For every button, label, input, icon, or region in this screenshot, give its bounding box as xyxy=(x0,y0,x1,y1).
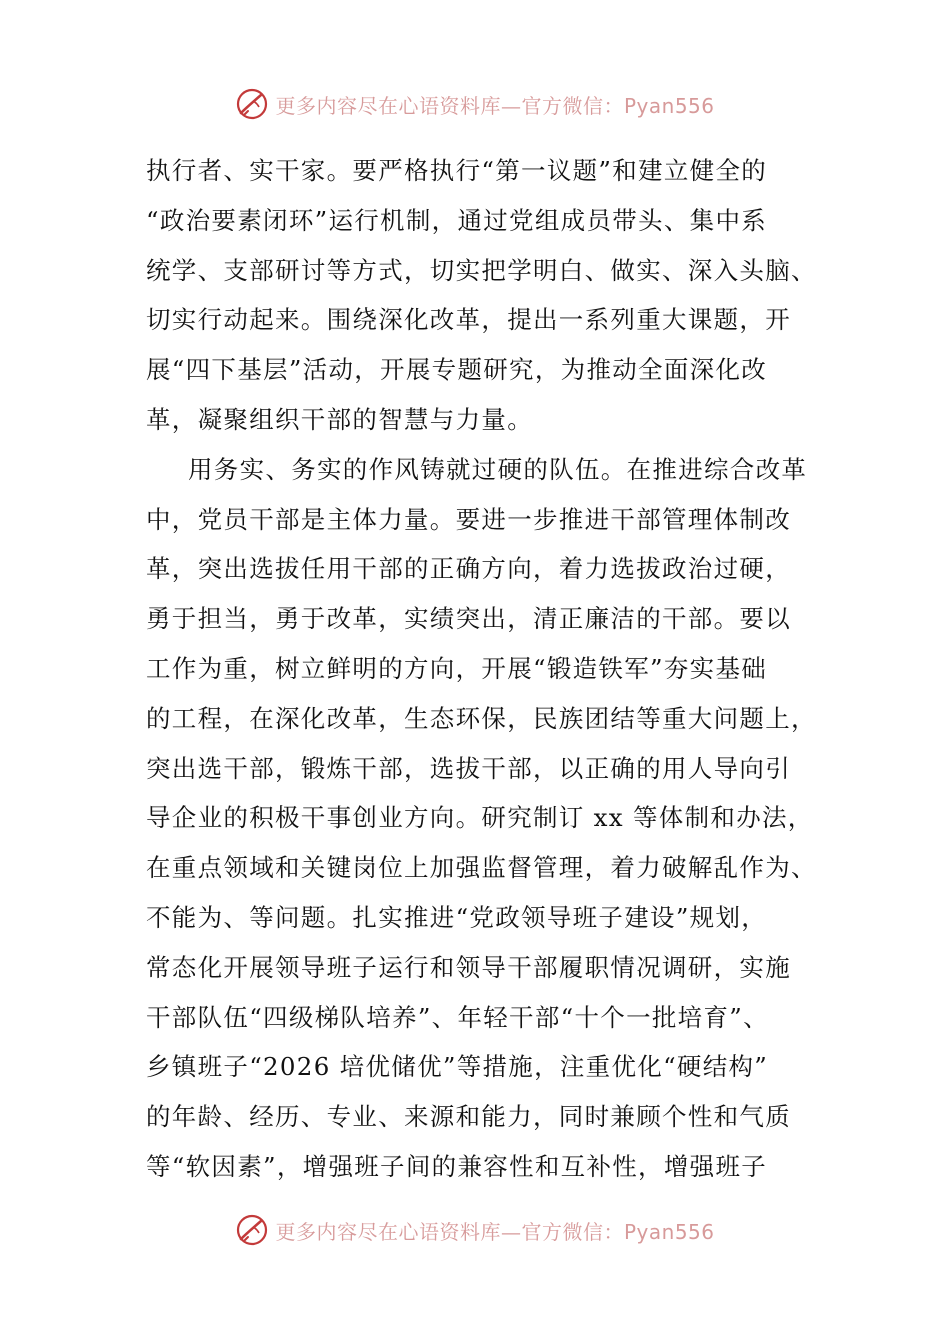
body-line: 不能为、等问题。扎实推进“党政领导班子建设”规划， xyxy=(146,902,768,932)
body-line: 等“软因素”，增强班子间的兼容性和互补性，增强班子 xyxy=(146,1151,768,1181)
document-body xyxy=(146,146,817,1192)
body-line: 常态化开展领导班子运行和领导干部履职情况调研，实施 xyxy=(146,952,791,982)
footer-banner-brand: Pyan556 xyxy=(623,1219,715,1244)
body-line: 展“四下基层”活动，开展专题研究，为推动全面深化改 xyxy=(146,355,768,385)
body-line: 中，党员干部是主体力量。要进一步推进干部管理体制改 xyxy=(146,504,791,534)
body-line: 革，突出选拔任用干部的正确方向，着力选拔政治过硬， xyxy=(146,554,791,584)
body-line: 统学、支部研讨等方式，切实把学明白、做实、深入头脑、 xyxy=(146,255,817,285)
footer-banner xyxy=(0,1210,950,1250)
body-line: 突出选干部，锻炼干部，选拔干部，以正确的用人导向引 xyxy=(146,753,791,783)
paragraph-first-line: 用务实、务实的作风铸就过硬的队伍。在推进综合改革 xyxy=(188,454,808,484)
body-line: 的年龄、经历、专业、来源和能力，同时兼顾个性和气质 xyxy=(146,1102,791,1132)
body-line: 勇于担当，勇于改革，实绩突出，清正廉洁的干部。要以 xyxy=(146,604,791,634)
header-banner-brand: Pyan556 xyxy=(623,93,715,118)
body-line: 切实行动起来。围绕深化改革，提出一系列重大课题，开 xyxy=(146,305,791,335)
header-banner-text: 更多内容尽在心语资料库—官方微信：Pyan556 xyxy=(275,93,715,118)
body-line: 乡镇班子“2026 培优储优”等措施，注重优化“硬结构” xyxy=(146,1052,769,1082)
pen-circle-logo-icon xyxy=(235,87,269,121)
footer-banner-text: 更多内容尽在心语资料库—官方微信：Pyan556 xyxy=(275,1219,715,1244)
header-banner xyxy=(0,84,950,124)
body-line: 的工程，在深化改革，生态环保，民族团结等重大问题上， xyxy=(146,703,817,733)
body-line: 革，凝聚组织干部的智慧与力量。 xyxy=(146,404,533,434)
body-line: “政治要素闭环”运行机制，通过党组成员带头、集中系 xyxy=(146,205,768,235)
body-line: 在重点领域和关键岗位上加强监督管理，着力破解乱作为、 xyxy=(146,853,817,883)
body-line: 执行者、实干家。要严格执行“第一议题”和建立健全的 xyxy=(146,156,768,185)
body-line: 工作为重，树立鲜明的方向，开展“锻造铁军”夯实基础 xyxy=(146,653,768,683)
body-line: 干部队伍“四级梯队培养”、年轻干部“十个一批培育”、 xyxy=(146,1002,769,1032)
pen-circle-logo-icon xyxy=(235,1213,269,1247)
body-line: 导企业的积极干事创业方向。研究制订 xx 等体制和办法， xyxy=(146,803,814,833)
